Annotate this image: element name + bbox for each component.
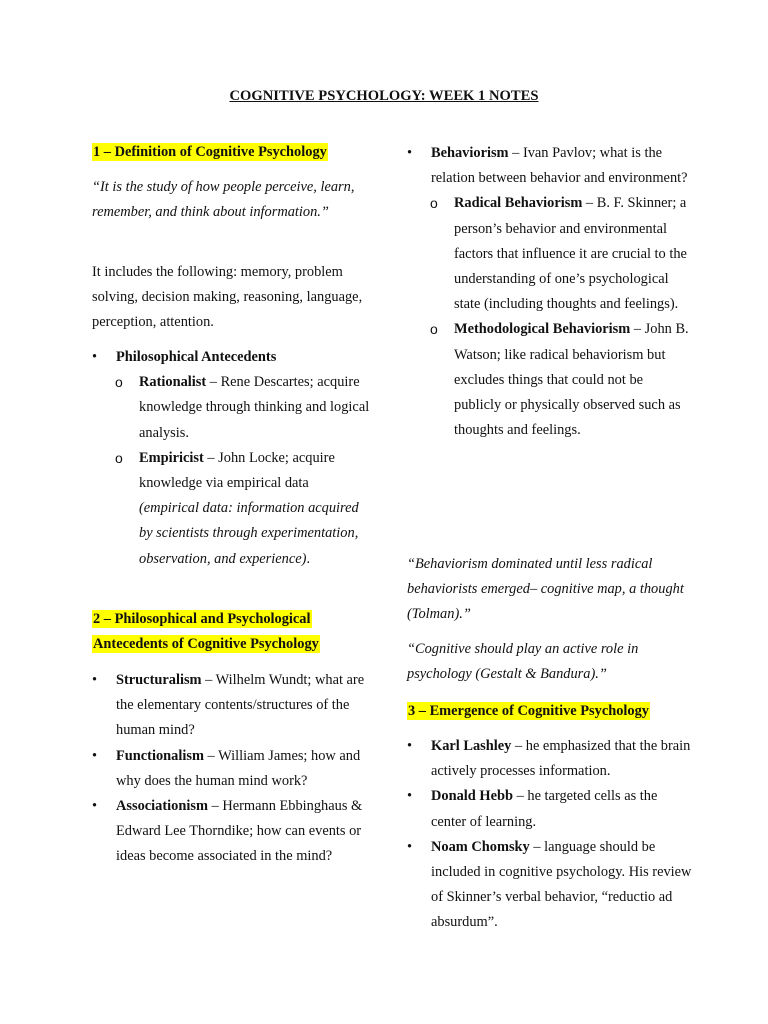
empiricist-end: . — [306, 550, 311, 567]
bullet-icon: • — [92, 672, 98, 688]
section-2-list — [92, 668, 370, 870]
lashley-text: – he emphasized that the brain actively processes information. — [431, 738, 691, 780]
sub-bullet-icon: o — [115, 374, 123, 391]
philosophical-antecedents-list — [92, 345, 370, 572]
list-item — [407, 191, 692, 317]
bullet-icon: • — [407, 738, 413, 754]
list-item — [92, 668, 370, 744]
chomsky-term: Noam Chomsky — [431, 838, 530, 855]
list-item — [92, 345, 370, 370]
chomsky-text: – language should be included in cognitive psychology. His review of Skinner’s verbal behavior, “reductio ad absurdum”. — [431, 838, 692, 931]
list-item — [92, 744, 370, 794]
hebb-term: Donald Hebb — [431, 788, 513, 805]
page-title: COGNITIVE PSYCHOLOGY: WEEK 1 NOTES — [229, 88, 539, 104]
list-item — [92, 446, 370, 572]
bullet-icon: • — [407, 838, 413, 855]
bullet-icon: • — [92, 349, 98, 365]
section-2-heading: 2 – Philosophical and Psychological Antecedents of Cognitive Psychology — [93, 611, 319, 652]
section-3-heading: 3 – Emergence of Cognitive Psychology — [408, 703, 650, 719]
section-3-list — [407, 734, 692, 936]
rationalist-text: – Rene Descartes; acquire knowledge through thinking and logical analysis. — [139, 374, 370, 441]
behaviorism-text: – Ivan Pavlov; what is the relation between behavior and environment? — [431, 145, 688, 187]
bullet-icon: • — [92, 798, 98, 815]
empiricist-term: Empiricist — [139, 449, 204, 466]
bullet-icon: • — [92, 747, 98, 764]
lashley-term: Karl Lashley — [431, 738, 512, 754]
structuralism-term: Structuralism — [116, 672, 202, 688]
list-item — [92, 794, 370, 870]
includes-paragraph: It includes the following: memory, problem solving, decision making, reasoning, language, perception, attention. — [92, 264, 363, 331]
sub-bullet-icon: o — [430, 195, 438, 212]
sub-bullet-icon: o — [430, 321, 438, 338]
behaviorism-list — [407, 141, 692, 443]
methodological-behaviorism-text: – John B. Watson; like radical behaviorism but excludes things that could not be publicly or physically observed such as thoughts and feelings. — [454, 321, 689, 439]
list-item — [407, 734, 692, 784]
antecedents-label: Philosophical Antecedents — [116, 349, 277, 365]
associationism-term: Associationism — [116, 798, 208, 815]
section-1-heading: 1 – Definition of Cognitive Psychology — [93, 144, 327, 160]
hebb-text: – he targeted cells as the center of learning. — [431, 788, 658, 830]
radical-behaviorism-term: Radical Behaviorism — [454, 195, 583, 212]
rationalist-term: Rationalist — [139, 374, 207, 391]
bullet-icon: • — [407, 788, 413, 805]
list-item — [92, 370, 370, 446]
sub-bullet-icon: o — [115, 449, 123, 466]
list-item — [407, 784, 692, 834]
bullet-icon: • — [407, 145, 413, 161]
list-item — [407, 141, 692, 191]
empiricist-text: – John Locke; acquire knowledge via empirical data — [139, 449, 335, 492]
functionalism-term: Functionalism — [116, 747, 204, 764]
behaviorism-term: Behaviorism — [431, 145, 509, 161]
empirical-data-note: (empirical data: information acquired by scientists through experimentation, observation, and experience) — [139, 500, 359, 567]
gestalt-quote: “Cognitive should play an active role in psychology (Gestalt & Bandura).” — [407, 641, 639, 683]
definition-quote: “It is the study of how people perceive, learn, remember, and think about information.” — [92, 179, 355, 221]
radical-behaviorism-text: – B. F. Skinner; a person’s behavior and environmental factors that influence it are crucial to the understanding of one’s psychological state (including thoughts and feelings). — [454, 195, 687, 313]
associationism-text: – Hermann Ebbinghaus & Edward Lee Thorndike; how can events or ideas become associated in the mind? — [116, 798, 363, 865]
methodological-behaviorism-term: Methodological Behaviorism — [454, 321, 631, 338]
list-item — [407, 835, 692, 936]
tolman-quote: “Behaviorism dominated until less radical behaviorists emerged– cognitive map, a thought (Tolman).” — [407, 556, 684, 623]
functionalism-text: – William James; how and why does the human mind work? — [116, 747, 361, 789]
list-item — [407, 317, 692, 443]
structuralism-text: – Wilhelm Wundt; what are the elementary contents/structures of the human mind? — [116, 672, 365, 739]
